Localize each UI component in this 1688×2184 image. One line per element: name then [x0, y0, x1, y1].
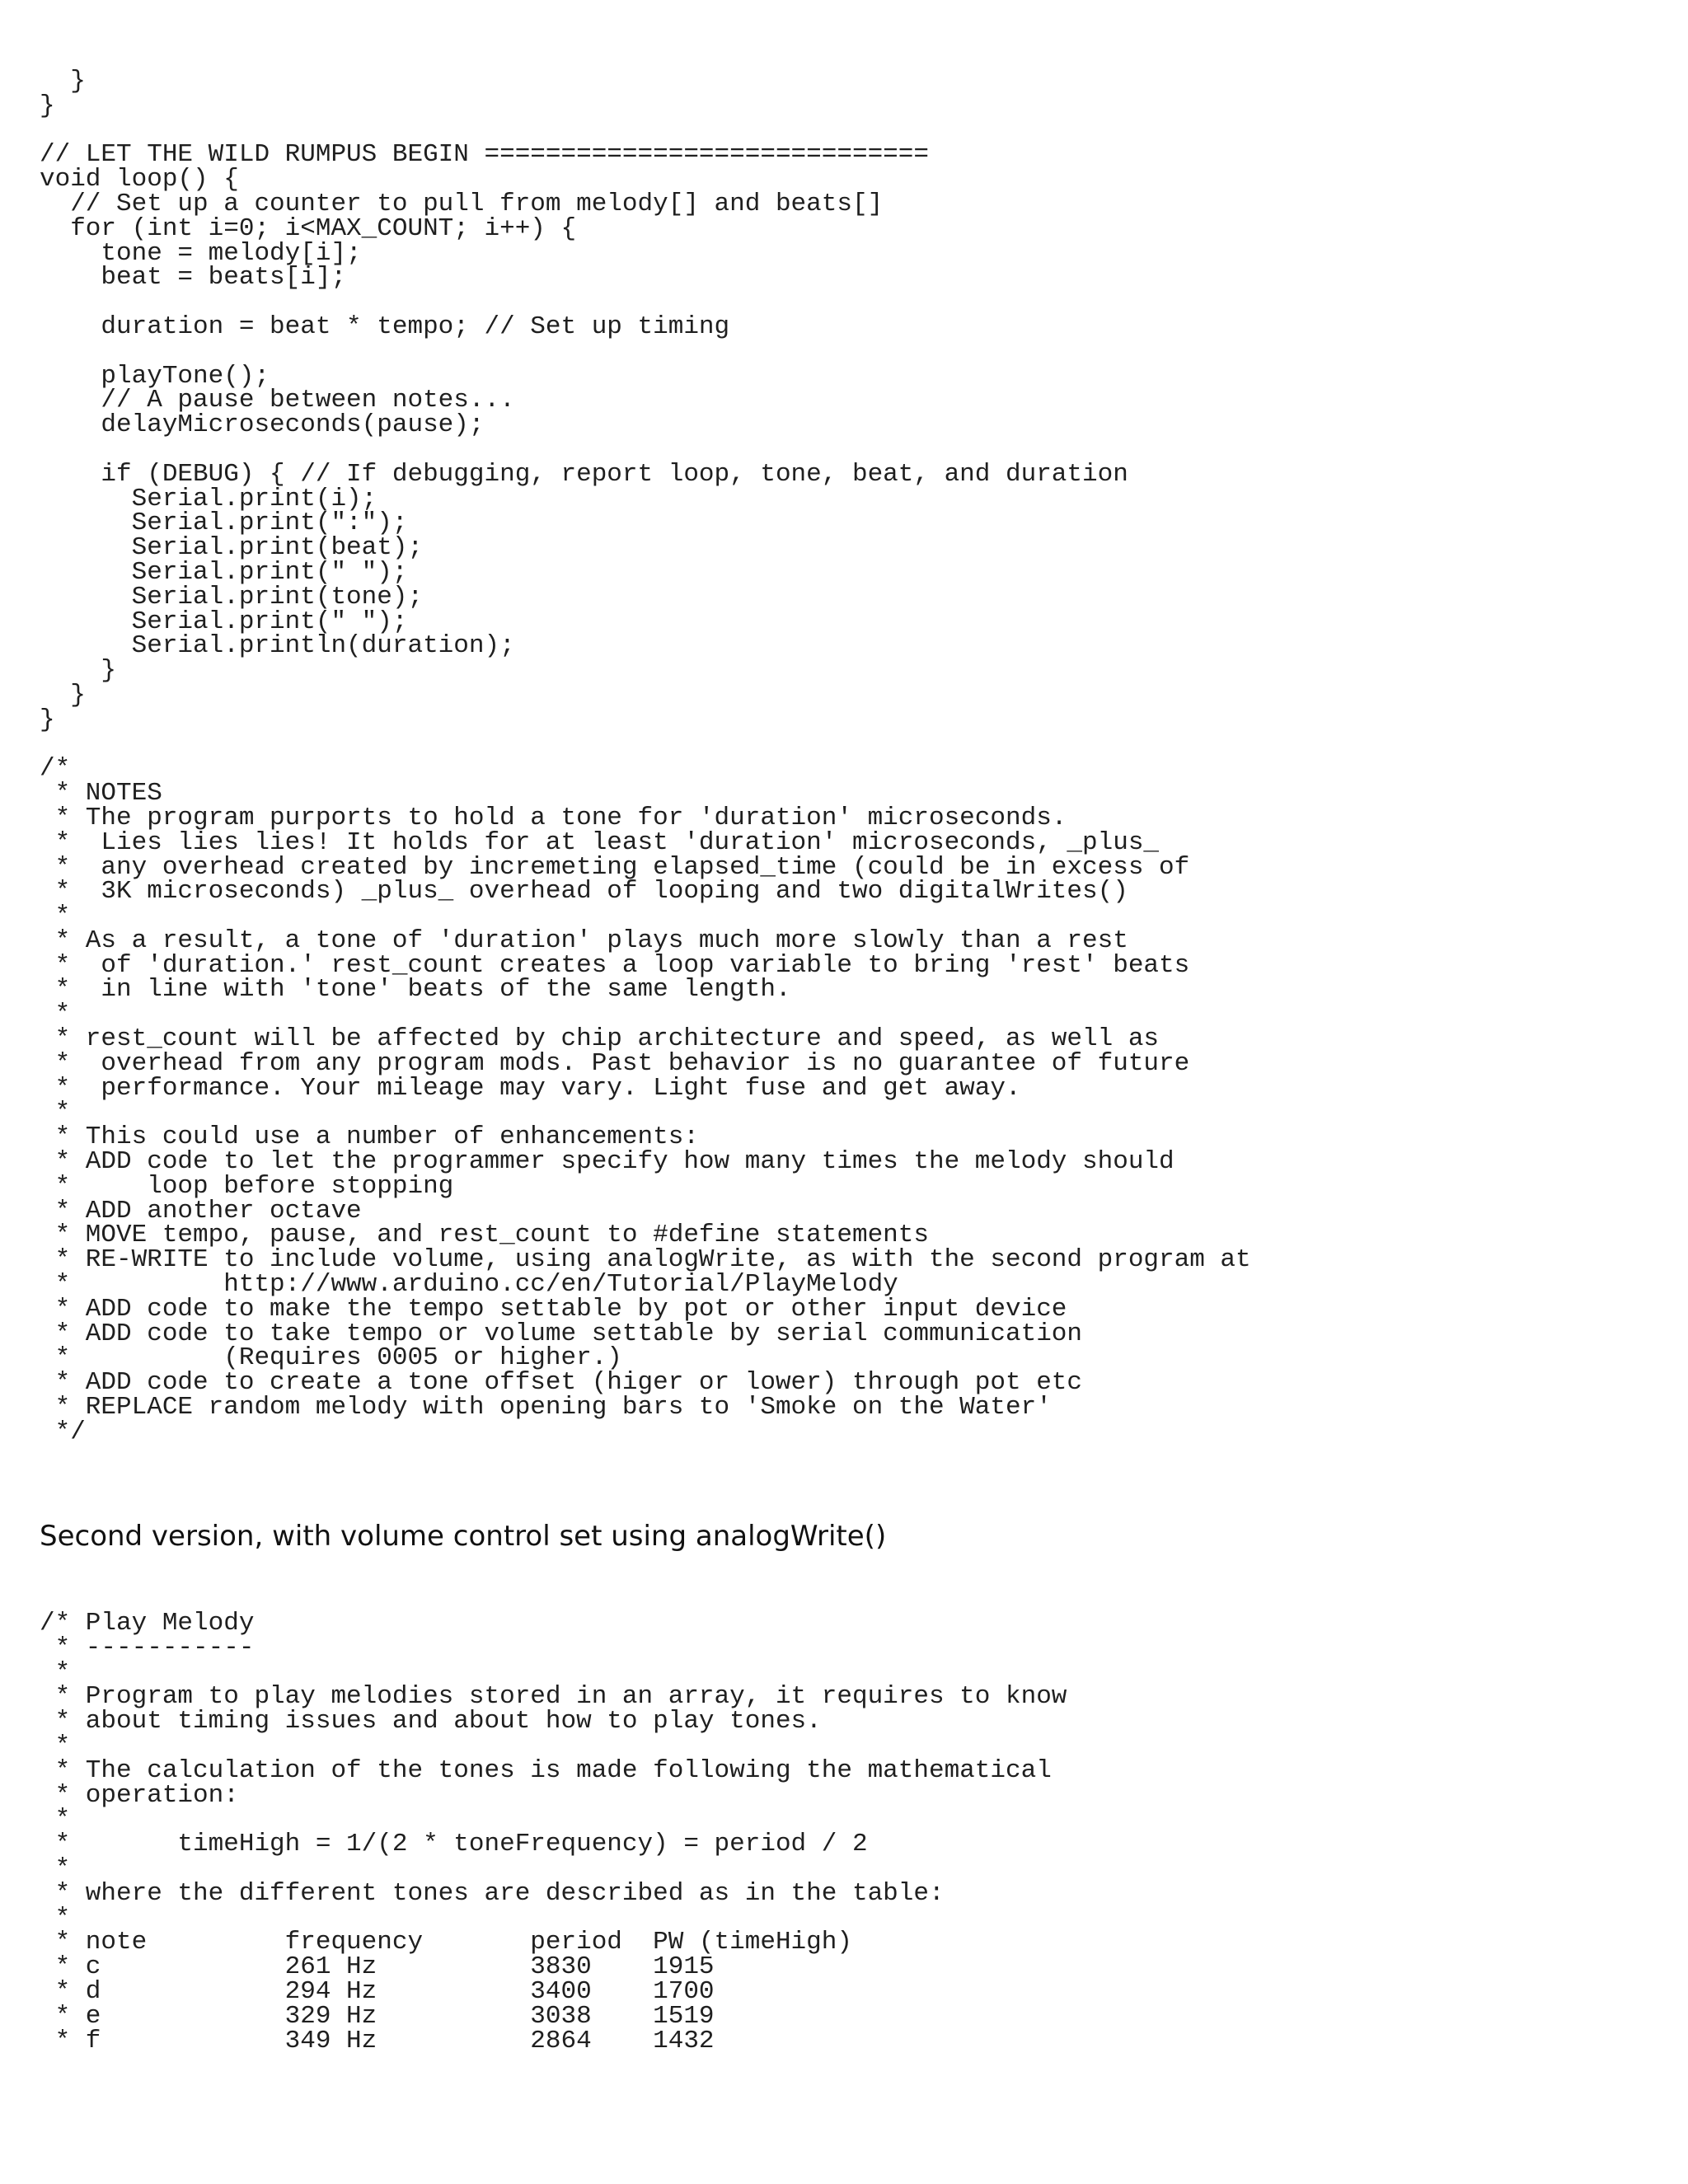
section-heading-second-version: Second version, with volume control set using analogWrite(): [40, 1520, 887, 1553]
code-block-play-melody-header: /* Play Melody * ----------- * * Program to play melodies stored in an array, it requires to know * about timing issues and about how to play tones. * * The calculation of the tones is made following the mathematical * operation: * * timeHigh = 1/(2 * toneFrequency) = period / 2 * * where the different tones are described as in the table: * * note frequency period PW (timeHigh) * c 261 Hz 3830 1915 * d 294 Hz 3400 1700 * e 329 Hz 3038 1519 * f 349 Hz 2864 1432: [40, 1609, 1067, 2055]
code-block-loop-and-notes: } } // LET THE WILD RUMPUS BEGIN ============================= void loop() { // Set up a counter to pull from melody[] and beats[] for (int i=0; i<MAX_COUNT; i++) { tone = melody[i]; beat = beats[i]; duration = beat * tempo; // Set up timing playTone(); // A pause between notes... delayMicroseconds(pause); if (DEBUG) { // If debugging, report loop, tone, beat, and duration Serial.print(i); Serial.print(":"); Serial.print(beat); Serial.print(" "); Serial.print(tone); Serial.print(" "); Serial.println(duration); } } } /* * NOTES * The program purports to hold a tone for 'duration' microseconds. * Lies lies lies! It holds for at least 'duration' microseconds, _plus_ * any overhead created by incremeting elapsed_time (could be in excess of * 3K microseconds) _plus_ overhead of looping and two digitalWrites() * * As a result, a tone of 'duration' plays much more slowly than a rest * of 'duration.' rest_count creates a loop variable to bring 'rest' beats * in line with 'tone' beats of the same length. * * rest_count will be affected by chip architecture and speed, as well as * overhead from any program mods. Past behavior is no guarantee of future * performance. Your mileage may vary. Light fuse and get away. * * This could use a number of enhancements: * ADD code to let the programmer specify how many times the melody should * loop before stopping * ADD another octave * MOVE tempo, pause, and rest_count to #define statements * RE-WRITE to include volume, using analogWrite, as with the second program at * http://www.arduino.cc/en/Tutorial/PlayMelody * ADD code to make the tempo settable by pot or other input device * ADD code to take tempo or volume settable by serial communication * (Requires 0005 or higher.) * ADD code to create a tone offset (higer or lower) through pot etc * REPLACE random melody with opening bars to 'Smoke on the Water' */: [40, 67, 1251, 1446]
